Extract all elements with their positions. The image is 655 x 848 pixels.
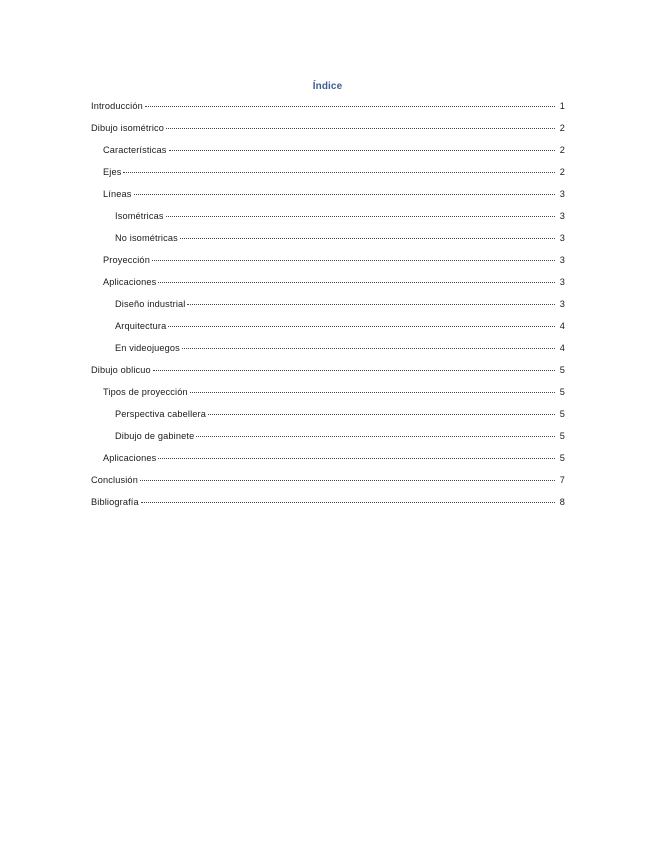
- toc-leader-dots: [158, 458, 555, 459]
- toc-entry[interactable]: [91, 475, 565, 497]
- toc-entry[interactable]: [91, 387, 565, 409]
- toc-leader-dots: [134, 194, 556, 195]
- toc-entry-text: Proyección: [103, 255, 150, 265]
- toc-entry[interactable]: [91, 233, 565, 255]
- toc-entry-text: Dibujo de gabinete: [115, 431, 195, 441]
- toc-entry[interactable]: [91, 123, 565, 145]
- toc-leader-dots: [145, 106, 555, 107]
- toc-entry[interactable]: [91, 167, 565, 189]
- toc-entry-text: Conclusión: [91, 475, 138, 485]
- toc-leader-dots: [190, 392, 555, 393]
- toc-entry[interactable]: [91, 211, 565, 233]
- toc-leader-dots: [158, 282, 555, 283]
- toc-entry[interactable]: [91, 453, 565, 475]
- toc-leader-dots: [180, 238, 555, 239]
- toc-entry-text: Perspectiva cabellera: [115, 409, 206, 419]
- toc-entry-page: 3: [559, 233, 565, 243]
- toc-entry-page: 8: [559, 497, 565, 507]
- toc-entry-text: Líneas: [103, 189, 132, 199]
- toc-leader-dots: [141, 502, 555, 503]
- toc-entry-text: Bibliografía: [91, 497, 139, 507]
- toc-entry-page: 3: [559, 189, 565, 199]
- toc-entry-text: Introducción: [91, 101, 143, 111]
- toc-leader-dots: [182, 348, 555, 349]
- toc-title: Índice: [312, 81, 343, 92]
- toc-entry[interactable]: [91, 343, 565, 365]
- toc-entry-page: 5: [559, 409, 565, 419]
- toc-leader-dots: [187, 304, 555, 305]
- toc-entry-text: Aplicaciones: [103, 453, 157, 463]
- toc-leader-dots: [196, 436, 555, 437]
- toc-leader-dots: [140, 480, 555, 481]
- toc-entry-text: No isométricas: [115, 233, 178, 243]
- toc-entry-page: 5: [559, 453, 565, 463]
- toc-entry[interactable]: [91, 497, 565, 519]
- toc-entry-page: 5: [559, 431, 565, 441]
- toc-entry-text: En videojuegos: [115, 343, 180, 353]
- toc-entry-page: 3: [559, 299, 565, 309]
- toc-entry-page: 5: [559, 387, 565, 397]
- toc-entry-page: 3: [559, 211, 565, 221]
- toc-entry-page: 7: [559, 475, 565, 485]
- toc-leader-dots: [166, 128, 555, 129]
- toc-entry-page: 1: [559, 101, 565, 111]
- toc-entry-text: Aplicaciones: [103, 277, 157, 287]
- toc-entry-text: Dibujo isométrico: [91, 123, 165, 133]
- toc-entry-text: Tipos de proyección: [103, 387, 188, 397]
- toc-entry-page: 3: [559, 255, 565, 265]
- toc-entry[interactable]: [91, 365, 565, 387]
- toc-leader-dots: [168, 326, 555, 327]
- toc-entry-text: Isométricas: [115, 211, 164, 221]
- toc-entry[interactable]: [91, 409, 565, 431]
- toc-entry[interactable]: [91, 101, 565, 123]
- toc-entry-text: Diseño industrial: [115, 299, 186, 309]
- toc-entry-page: 3: [559, 277, 565, 287]
- toc-entry[interactable]: [91, 145, 565, 167]
- toc-entry[interactable]: [91, 189, 565, 211]
- toc-leader-dots: [166, 216, 555, 217]
- toc-leader-dots: [208, 414, 555, 415]
- toc-entry-page: 4: [559, 343, 565, 353]
- toc-entry[interactable]: [91, 431, 565, 453]
- toc-entry[interactable]: [91, 255, 565, 277]
- toc-entry-page: 4: [559, 321, 565, 331]
- toc-leader-dots: [152, 260, 555, 261]
- toc-entry-text: Ejes: [103, 167, 122, 177]
- toc-entry-page: 2: [559, 167, 565, 177]
- toc-entry-page: 5: [559, 365, 565, 375]
- toc-entry-page: 2: [559, 145, 565, 155]
- toc-leader-dots: [169, 150, 555, 151]
- toc-entry-text: Dibujo oblicuo: [91, 365, 151, 375]
- toc-entry[interactable]: [91, 277, 565, 299]
- toc-leader-dots: [153, 370, 555, 371]
- toc-entry-page: 2: [559, 123, 565, 133]
- toc-leader-dots: [123, 172, 555, 173]
- toc-entry[interactable]: [91, 299, 565, 321]
- toc-entry-text: Características: [103, 145, 167, 155]
- table-of-contents: [91, 101, 565, 519]
- toc-entry[interactable]: [91, 321, 565, 343]
- toc-entry-text: Arquitectura: [115, 321, 167, 331]
